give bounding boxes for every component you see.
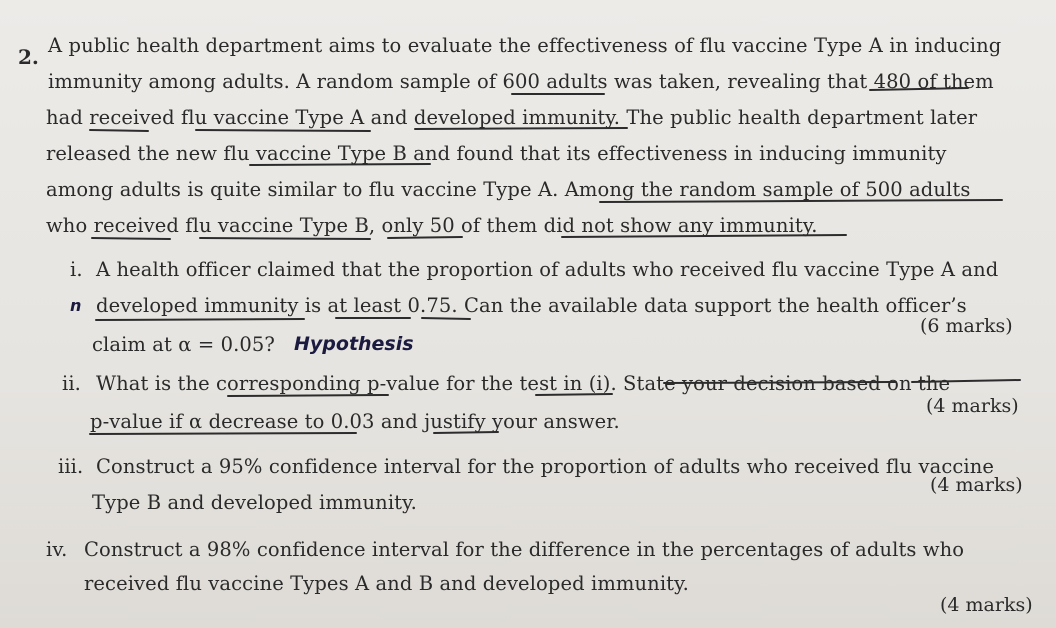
question-line: immunity among adults. A random sample of 600 adults was taken, revealing that 480 of them	[48, 70, 994, 93]
handwritten-note: n	[70, 296, 82, 315]
part-i-line: A health officer claimed that the proportion of adults who received flu vaccine Type A and	[96, 258, 999, 281]
part-iv-line: received flu vaccine Types A and B and developed immunity.	[84, 572, 689, 595]
question-line: among adults is quite similar to flu vaccine Type A. Among the random sample of 500 adults	[46, 178, 971, 201]
question-number: 2.	[18, 45, 39, 69]
part-i-line: claim at α = 0.05?	[92, 333, 275, 356]
part-iii-marks: (4 marks)	[930, 474, 1023, 496]
question-line: A public health department aims to evaluate the effectiveness of flu vaccine Type A in inducing	[48, 34, 1002, 57]
question-line: released the new flu vaccine Type B and found that its effectiveness in inducing immunity	[46, 142, 947, 165]
underline-corresponding-p	[228, 395, 388, 396]
part-iii-line: Construct a 95% confidence interval for the proportion of adults who received flu vaccine	[96, 455, 995, 478]
part-ii-label: ii.	[62, 372, 81, 395]
part-iii-line: Type B and developed immunity.	[92, 491, 417, 514]
part-ii-line: p-value if α decrease to 0.03 and justify your answer.	[90, 410, 620, 433]
underline-developed-immunity-i	[96, 319, 304, 320]
part-iv-marks: (4 marks)	[940, 594, 1033, 616]
question-line: who received flu vaccine Type B, only 50 of them did not show any immunity.	[46, 214, 818, 237]
handwritten-note: Hypothesis	[294, 333, 414, 355]
underline-vaccine-type-b-2	[200, 238, 370, 239]
question-line: had received flu vaccine Type A and developed immunity. The public health department later	[46, 106, 978, 129]
underline-received	[90, 130, 148, 131]
part-iii-label: iii.	[58, 455, 84, 478]
part-iv-line: Construct a 98% confidence interval for the difference in the percentages of adults who	[84, 538, 965, 561]
part-iv-label: iv.	[46, 538, 68, 561]
underline-vaccine-type-a	[196, 130, 370, 131]
part-i-line: developed immunity is at least 0.75. Can the available data support the health officer’s	[96, 294, 967, 317]
part-i-label: i.	[70, 258, 83, 281]
part-i-marks: (6 marks)	[920, 315, 1013, 337]
underline-p-value-alpha	[90, 433, 356, 434]
part-ii-line: What is the corresponding p-value for the test in (i). State your decision based on the	[96, 372, 951, 395]
underline-only-50	[388, 237, 462, 238]
underline-received-b	[92, 238, 170, 239]
part-ii-marks: (4 marks)	[926, 395, 1019, 417]
underline-075	[422, 318, 470, 319]
